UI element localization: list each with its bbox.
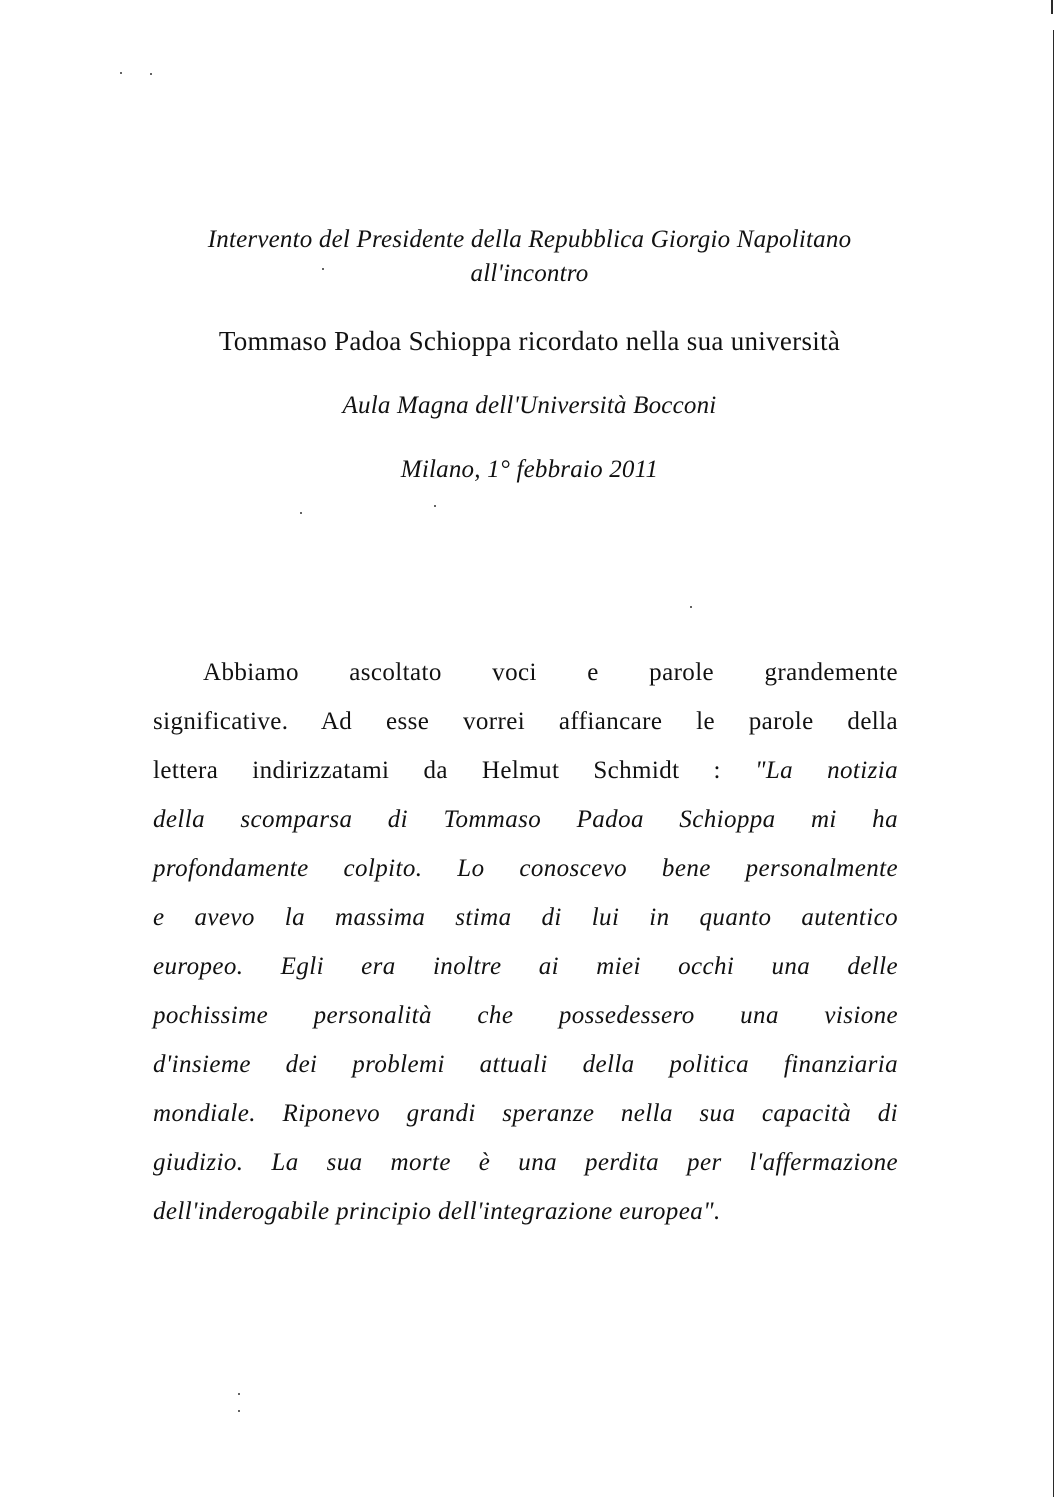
- body-line: [153, 844, 898, 893]
- scan-speck: [238, 1393, 240, 1395]
- scan-speck: [120, 72, 122, 74]
- document-title: Tommaso Padoa Schioppa ricordato nella sua università: [218, 326, 841, 356]
- quote-text: dell'inderogabile principio dell'integrazione europea".: [153, 1198, 721, 1225]
- body-line: [153, 942, 898, 991]
- quote-text: "La notizia: [754, 757, 898, 784]
- body-line: [153, 1040, 898, 1089]
- body-line: [153, 746, 898, 795]
- body-line: [153, 1089, 898, 1138]
- intro-heading-line2: all'incontro: [470, 260, 589, 287]
- body-text: Abbiamo ascoltato voci e parole grandemente: [203, 659, 898, 686]
- scan-speck: [300, 512, 302, 514]
- quote-text: e avevo la massima stima di lui in quanto autentico: [153, 904, 898, 931]
- date-line: Milano, 1° febbraio 2011: [400, 456, 659, 483]
- body-line: [153, 1138, 898, 1187]
- body-line: [153, 648, 898, 697]
- body-text: significative. Ad esse vorrei affiancare le parole della: [153, 708, 898, 735]
- quote-text: pochissime personalità che possedessero una visione: [153, 1002, 898, 1029]
- body-line: [153, 893, 898, 942]
- venue: Aula Magna dell'Università Bocconi: [342, 392, 717, 419]
- body-line: [153, 1187, 898, 1236]
- body-line: [153, 991, 898, 1040]
- scan-speck: [238, 1410, 240, 1412]
- quote-text: europeo. Egli era inoltre ai miei occhi una delle: [153, 953, 898, 980]
- quote-text: profondamente colpito. Lo conoscevo bene personalmente: [153, 855, 898, 882]
- scan-speck: [150, 73, 152, 75]
- scan-speck: [434, 505, 436, 507]
- body-line: [153, 697, 898, 746]
- body-paragraph: [153, 648, 898, 1236]
- quote-text: d'insieme dei problemi attuali della politica finanziaria: [153, 1051, 898, 1078]
- scan-edge-mark: [1051, 0, 1053, 14]
- quote-text: della scomparsa di Tommaso Padoa Schioppa mi ha: [153, 806, 898, 833]
- quote-text: giudizio. La sua morte è una perdita per l'affermazione: [153, 1149, 898, 1176]
- body-text: lettera indirizzatami da Helmut Schmidt :: [153, 757, 755, 784]
- scan-speck: [690, 606, 692, 608]
- intro-heading-line1: Intervento del Presidente della Repubblica Giorgio Napolitano: [207, 226, 852, 253]
- quote-text: mondiale. Riponevo grandi speranze nella sua capacità di: [153, 1100, 898, 1127]
- body-line: [153, 795, 898, 844]
